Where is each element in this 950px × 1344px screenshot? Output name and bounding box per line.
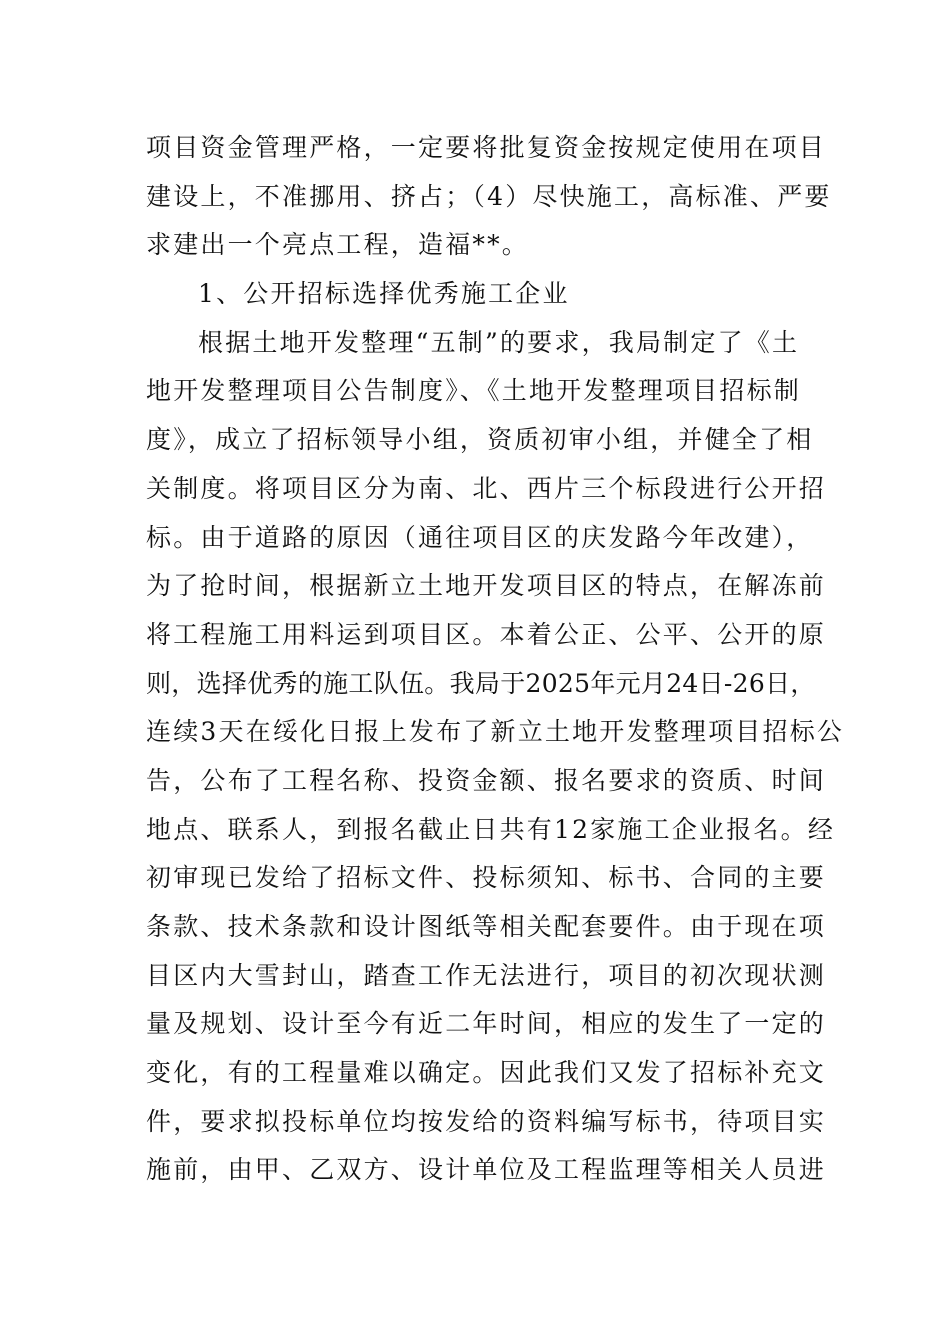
text-line: 将工程施工用料运到项目区。本着公正、公平、公开的原 [146, 619, 827, 649]
text-line: 量及规划、设计至今有近二年时间，相应的发生了一定的 [146, 1009, 827, 1039]
text-line: 则，选择优秀的施工队伍。我局于2025年元月24日-26日， [146, 668, 816, 698]
text-line: 标。由于道路的原因（通往项目区的庆发路今年改建）， [146, 522, 814, 552]
text-line: 度》，成立了招标领导小组，资质初审小组，并健全了相 [146, 425, 814, 455]
text-line: 条款、技术条款和设计图纸等相关配套要件。由于现在项 [146, 912, 827, 941]
text-line: 件，要求拟投标单位均按发给的资料编写标书，待项目实 [146, 1106, 827, 1136]
text-line: 建设上，不准挪用、挤占；（4）尽快施工，高标准、严要 [146, 181, 832, 211]
text-line: 地开发整理项目公告制度》、《土地开发整理项目招标制 [146, 376, 802, 406]
section-heading: 1、公开招标选择优秀施工企业 [198, 279, 570, 309]
text-line: 目区内大雪封山，踏查工作无法进行，项目的初次现状测 [146, 960, 827, 990]
text-line: 连续3天在绥化日报上发布了新立土地开发整理项目招标公 [146, 717, 845, 747]
text-line: 求建出一个亮点工程，造福**。 [146, 230, 530, 260]
text-line: 变化，有的工程量难以确定。因此我们又发了招标补充文 [146, 1058, 827, 1088]
text-line: 关制度。将项目区分为南、北、西片三个标段进行公开招 [146, 473, 827, 503]
text-line: 施前，由甲、乙双方、设计单位及工程监理等相关人员进 [146, 1155, 827, 1185]
text-line: 告，公布了工程名称、投资金额、报名要求的资质、时间 [146, 765, 827, 795]
text-line: 项目资金管理严格，一定要将批复资金按规定使用在项目 [146, 133, 827, 162]
text-line: 初审现已发给了招标文件、投标须知、标书、合同的主要 [146, 863, 827, 893]
paragraph-first-line: 根据土地开发整理“五制”的要求，我局制定了《土 [198, 327, 800, 357]
text-line: 地点、联系人，到报名截止日共有12家施工企业报名。经 [146, 814, 836, 844]
text-line: 为了抢时间，根据新立土地开发项目区的特点，在解冻前 [146, 571, 827, 601]
document-body [146, 124, 845, 1195]
